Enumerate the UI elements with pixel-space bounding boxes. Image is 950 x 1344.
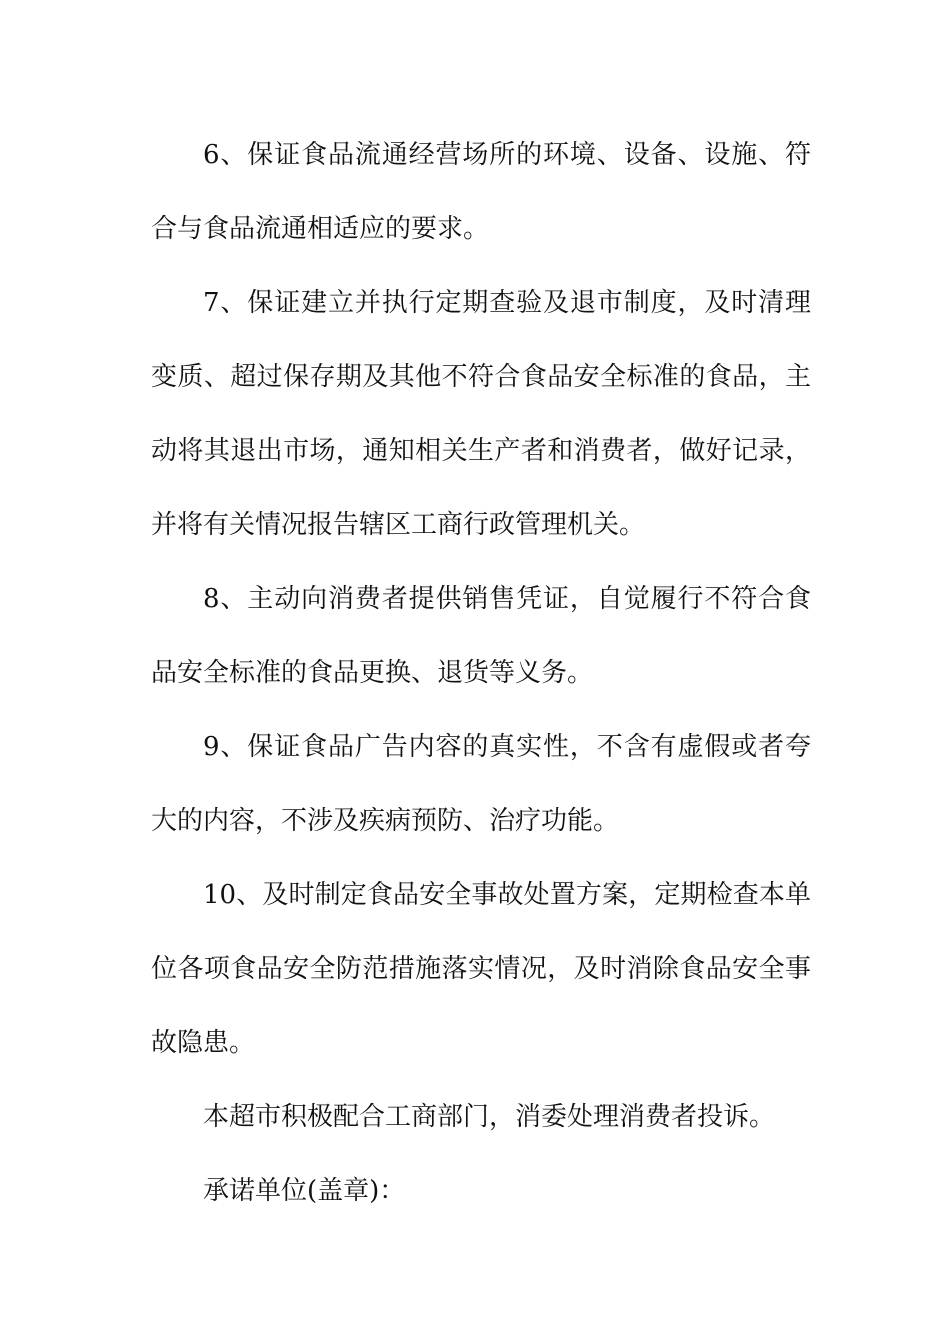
document-body: [151, 118, 811, 1228]
clause-8: 8、主动向消费者提供销售凭证，自觉履行不符合食品安全标准的食品更换、退货等义务。: [151, 584, 811, 688]
clause-9: 9、保证食品广告内容的真实性，不含有虚假或者夸大的内容，不涉及疾病预防、治疗功能。: [151, 732, 811, 836]
clause-10: 10、及时制定食品安全事故处置方案，定期检查本单位各项食品安全防范措施落实情况，及时消除食品安全事故隐患。: [151, 880, 811, 1058]
pledging-unit-seal: 承诺单位(盖章)：: [203, 1176, 406, 1206]
clause-6: 6、保证食品流通经营场所的环境、设备、设施、符合与食品流通相适应的要求。: [151, 140, 811, 244]
cooperation-statement: 本超市积极配合工商部门，消委处理消费者投诉。: [203, 1102, 776, 1132]
clause-7: 7、保证建立并执行定期查验及退市制度，及时清理变质、超过保存期及其他不符合食品安全标准的食品，主动将其退出市场，通知相关生产者和消费者，做好记录，并将有关情况报告辖区工商行政管理机关。: [151, 288, 811, 540]
